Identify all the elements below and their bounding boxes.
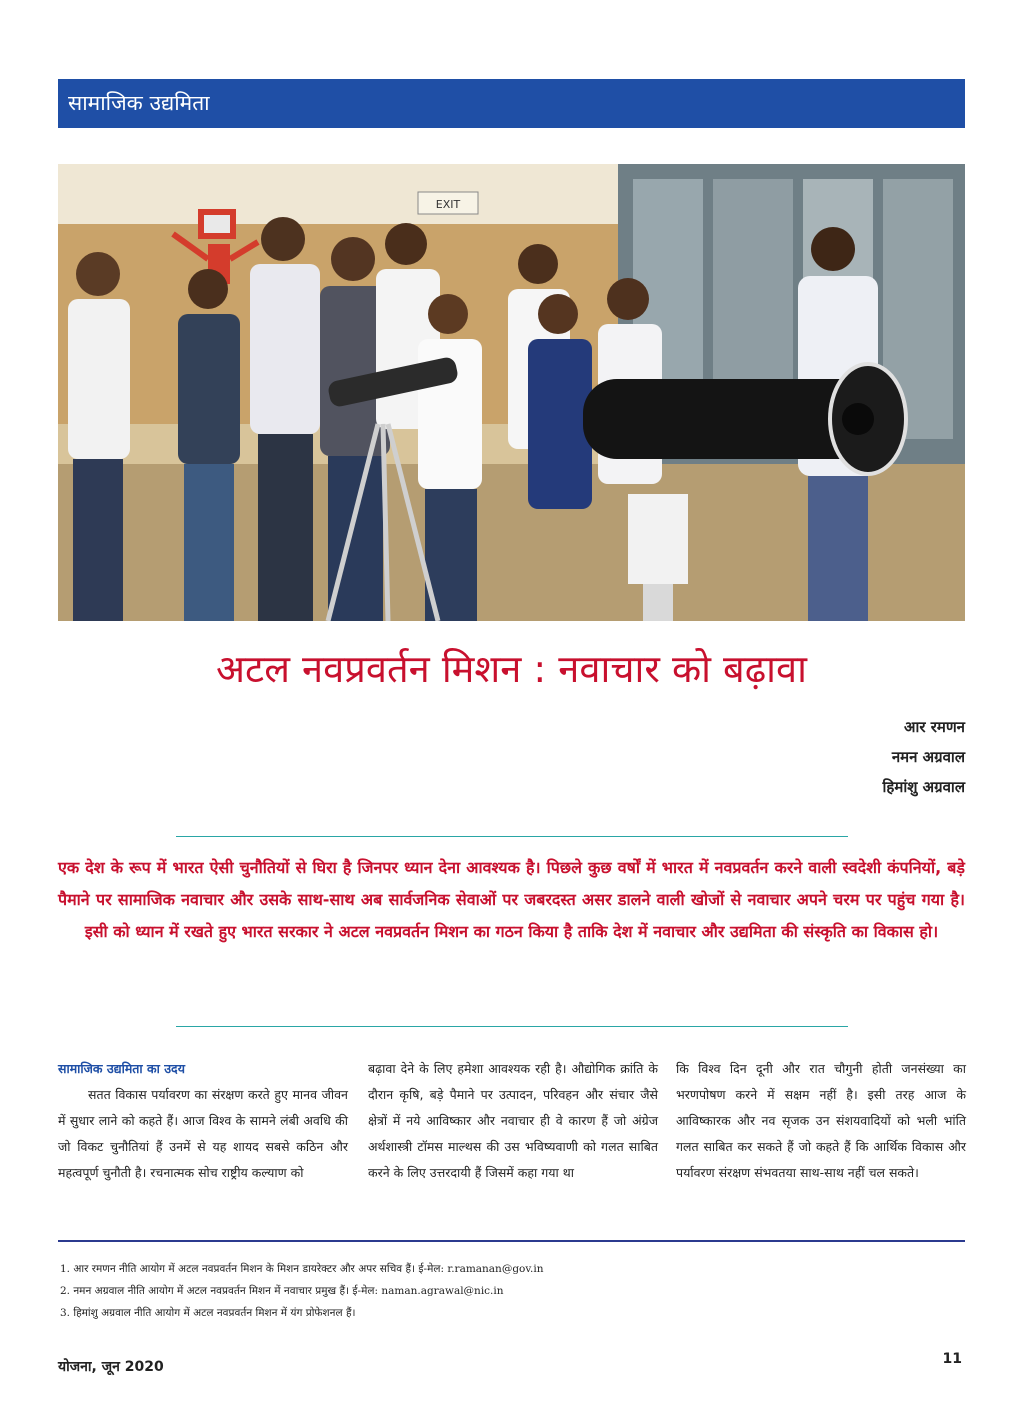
page-number: 11 [942, 1351, 962, 1367]
lead-paragraph: एक देश के रूप में भारत ऐसी चुनौतियों से घिरा है जिनपर ध्यान देना आवश्यक है। पिछले कुछ वर्षों में भारत में नवप्रवर्तन करने वाली स्वदेशी कंपनियों, बड़े पैमाने पर सामाजिक नवाचार और उसके साथ-साथ अब सार्वजनिक सेवाओं पर जबरदस्त असर डालने वाली खोजों से नवाचार अपने चरम पर पहुंच गया है। इसी को ध्यान में रखते हुए भारत सरकार ने अटल नवप्रवर्तन मिशन का गठन किया है ताकि देश में नवाचार और उद्यमिता की संस्कृति का विकास हो। [58, 858, 965, 941]
footnote: 2. नमन अग्रवाल नीति आयोग में अटल नवप्रवर्तन मिशन में नवाचार प्रमुख हैं। ई-मेल: naman.agrawal@nic.in [60, 1285, 504, 1297]
section-header-bar [58, 79, 965, 128]
author-list [883, 712, 965, 802]
exit-sign: EXIT [435, 198, 461, 211]
footnote: 1. आर रमणन नीति आयोग में अटल नवप्रवर्तन मिशन के मिशन डायरेक्टर और अपर सचिव हैं। ई-मेल: r.ramanan@gov.in [60, 1263, 544, 1275]
body-column-2 [368, 1056, 658, 1186]
subheading: सामाजिक उद्यमिता का उदय [58, 1061, 185, 1076]
section-label: सामाजिक उद्यमिता [68, 91, 210, 115]
footnotes [60, 1258, 965, 1324]
body-text: बढ़ावा देने के लिए हमेशा आवश्यक रही है। औद्योगिक क्रांति के दौरान कृषि, बड़े पैमाने पर उत्पादन, परिवहन और संचार जैसे क्षेत्रों में नये आविष्कार और नवाचार ही वे कारण हैं जो अंग्रेज अर्थशास्त्री टॉमस माल्थस की उस भविष्यवाणी को गलत साबित करने के लिए उत्तरदायी हैं जिसमें कहा गया था [368, 1061, 658, 1180]
footnote-divider [58, 1240, 965, 1242]
author-name: हिमांशु अग्रवाल [882, 778, 965, 796]
footnote: 3. हिमांशु अग्रवाल नीति आयोग में अटल नवप्रवर्तन मिशन में यंग प्रोफेशनल हैं। [60, 1307, 356, 1319]
body-text: सतत विकास पर्यावरण का संरक्षण करते हुए मानव जीवन में सुधार लाने को कहते हैं। आज विश्व के सामने लंबी अवधि की जो विकट चुनौतियां हैं उनमें से यह शायद सबसे कठिन और महत्वपूर्ण चुनौती है। रचनात्मक सोच राष्ट्रीय कल्याण को [58, 1087, 348, 1180]
body-column-3 [676, 1056, 966, 1186]
magazine-issue: योजना, जून 2020 [58, 1359, 164, 1375]
lead-bottom-divider [176, 1026, 848, 1027]
article-title: अटल नवप्रवर्तन मिशन : नवाचार को बढ़ावा [216, 647, 807, 691]
body-column-1 [58, 1056, 348, 1186]
body-text: कि विश्व दिन दूनी और रात चौगुनी होती जनसंख्या का भरणपोषण करने में सक्षम नहीं है। इसी तरह आज के आविष्कारक और नव सृजक उन संशयवादियों को भली भांति गलत साबित कर सकते हैं जो कहते हैं कि आर्थिक विकास और पर्यावरण संरक्षण संभवतया साथ-साथ नहीं चल सकते। [676, 1061, 966, 1180]
author-name: नमन अग्रवाल [891, 748, 965, 766]
author-name: आर रमणन [904, 718, 965, 736]
article-photo [58, 164, 965, 621]
lead-top-divider [176, 836, 848, 837]
